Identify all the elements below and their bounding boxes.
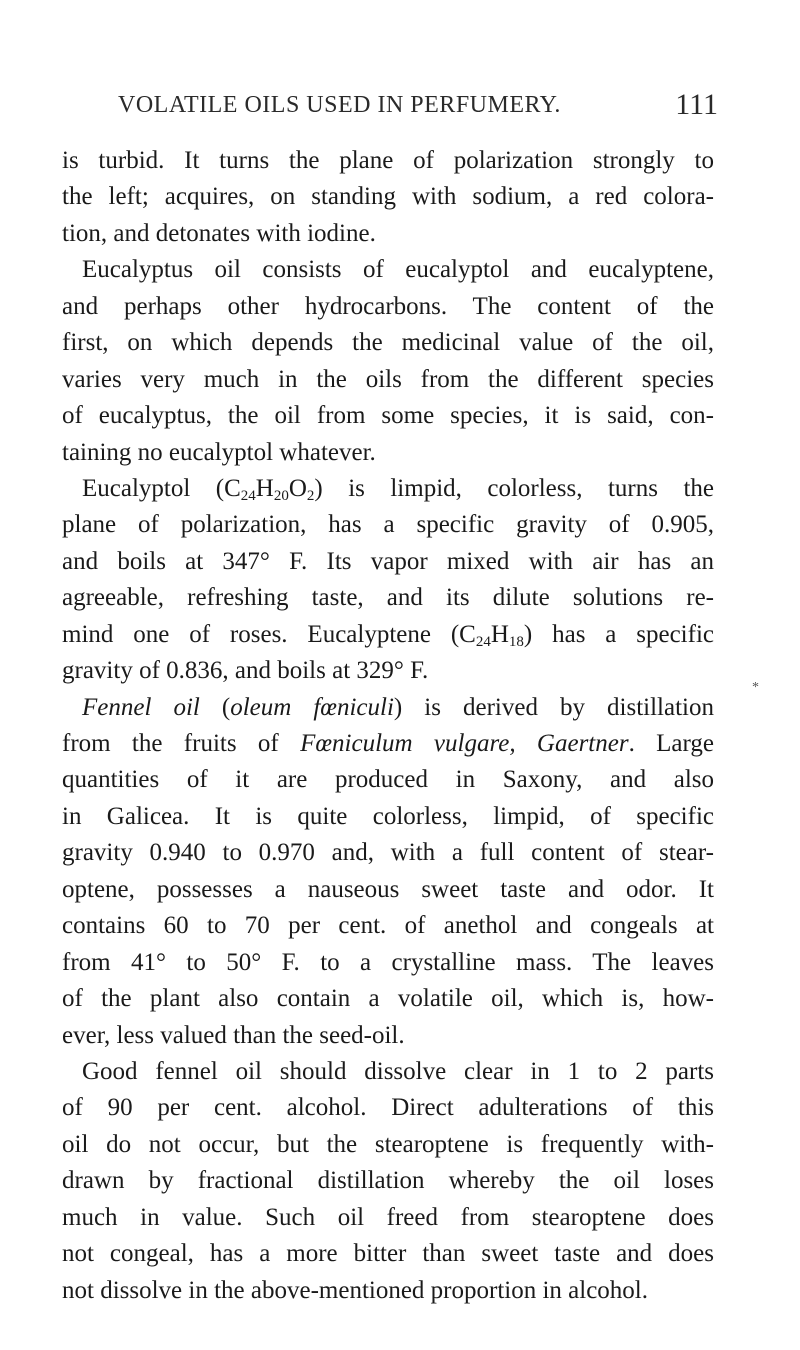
text-fragment: Eucalyptol (C bbox=[82, 474, 241, 502]
text-fragment: mind one of roses. Eucalyptene (C bbox=[62, 620, 476, 648]
page-body bbox=[62, 143, 714, 1309]
text-line: drawn by fractional distillation whereby the oil loses bbox=[62, 1167, 714, 1195]
text-line: of eucalyptus, the oil from some species, it is said, con- bbox=[62, 402, 714, 430]
text-line: is turbid. It turns the plane of polarization strongly to bbox=[62, 147, 714, 174]
text-line: Good fennel oil should dissolve clear in 1 to 2 parts bbox=[82, 1057, 714, 1085]
text-line: much in value. Such oil freed from stearoptene does bbox=[62, 1203, 714, 1231]
text-line: oil do not occur, but the stearoptene is frequently with- bbox=[62, 1130, 714, 1158]
subscript: 2 bbox=[306, 487, 315, 504]
text-fragment: . Large bbox=[628, 730, 714, 757]
text-line: and boils at 347° F. Its vapor mixed with air has an bbox=[62, 547, 714, 575]
text-line: not congeal, has a more bitter than sweet taste and does bbox=[62, 1240, 714, 1268]
text-fragment: O bbox=[288, 474, 307, 502]
text-line: from 41° to 50° F. to a crystalline mass. The leaves bbox=[62, 948, 714, 976]
italic-term: oleum fœniculi bbox=[230, 693, 394, 721]
margin-speck: * bbox=[752, 680, 759, 695]
text-fragment: H bbox=[255, 474, 274, 502]
running-title: VOLATILE OILS USED IN PERFUMERY. bbox=[118, 92, 561, 118]
page-number: 111 bbox=[675, 88, 718, 121]
text-line: gravity 0.940 to 0.970 and, with a full content of stear- bbox=[62, 839, 714, 867]
text-line: optene, possesses a nauseous sweet taste and odor. It bbox=[62, 875, 714, 903]
text-fragment: ) is limpid, colorless, turns the bbox=[314, 474, 714, 502]
text-fragment: ( bbox=[199, 693, 231, 721]
text-line: quantities of it are produced in Saxony, and also bbox=[62, 766, 714, 794]
text-line: agreeable, refreshing taste, and its dilute solutions re- bbox=[62, 584, 714, 612]
running-head bbox=[118, 88, 718, 128]
text-line: tion, and detonates with iodine. bbox=[62, 219, 376, 247]
subscript: 24 bbox=[240, 487, 256, 504]
text-line: varies very much in the oils from the different species bbox=[62, 365, 714, 393]
text-line: in Galicea. It is quite colorless, limpid, of specific bbox=[62, 802, 714, 830]
subscript: 18 bbox=[508, 633, 524, 650]
text-line-fennel bbox=[62, 690, 714, 726]
text-line: taining no eucalyptol whatever. bbox=[62, 438, 376, 466]
text-line-formula bbox=[62, 471, 714, 507]
text-fragment: from the fruits of bbox=[62, 730, 301, 757]
text-line: ever, less valued than the seed-oil. bbox=[62, 1021, 405, 1049]
italic-term: Fennel oil bbox=[82, 693, 200, 721]
text-line: gravity of 0.836, and boils at 329° F. bbox=[62, 657, 429, 685]
text-fragment: H bbox=[490, 620, 509, 648]
text-line: and perhaps other hydrocarbons. The content of the bbox=[62, 292, 714, 320]
text-line: the left; acquires, on standing with sodium, a red colora- bbox=[62, 183, 714, 211]
text-line-botanical bbox=[62, 726, 714, 762]
text-line-formula bbox=[62, 617, 714, 653]
text-line: of 90 per cent. alcohol. Direct adulterations of this bbox=[62, 1094, 714, 1122]
text-line: plane of polarization, has a specific gravity of 0.905, bbox=[62, 511, 714, 539]
text-line: not dissolve in the above-mentioned proportion in alcohol. bbox=[62, 1276, 648, 1304]
text-line: contains 60 to 70 per cent. of anethol and congeals at bbox=[62, 912, 714, 940]
text-line: Eucalyptus oil consists of eucalyptol and eucalyptene, bbox=[82, 256, 714, 284]
text-fragment: ) has a specific bbox=[523, 620, 714, 648]
text-fragment: ) is derived by distillation bbox=[393, 693, 714, 721]
subscript: 20 bbox=[273, 487, 289, 504]
italic-term: Fœniculum vulgare, Gaertner bbox=[300, 730, 629, 757]
text-line: first, on which depends the medicinal value of the oil, bbox=[62, 329, 714, 357]
subscript: 24 bbox=[475, 633, 491, 650]
text-line: of the plant also contain a volatile oil, which is, how- bbox=[62, 985, 714, 1013]
